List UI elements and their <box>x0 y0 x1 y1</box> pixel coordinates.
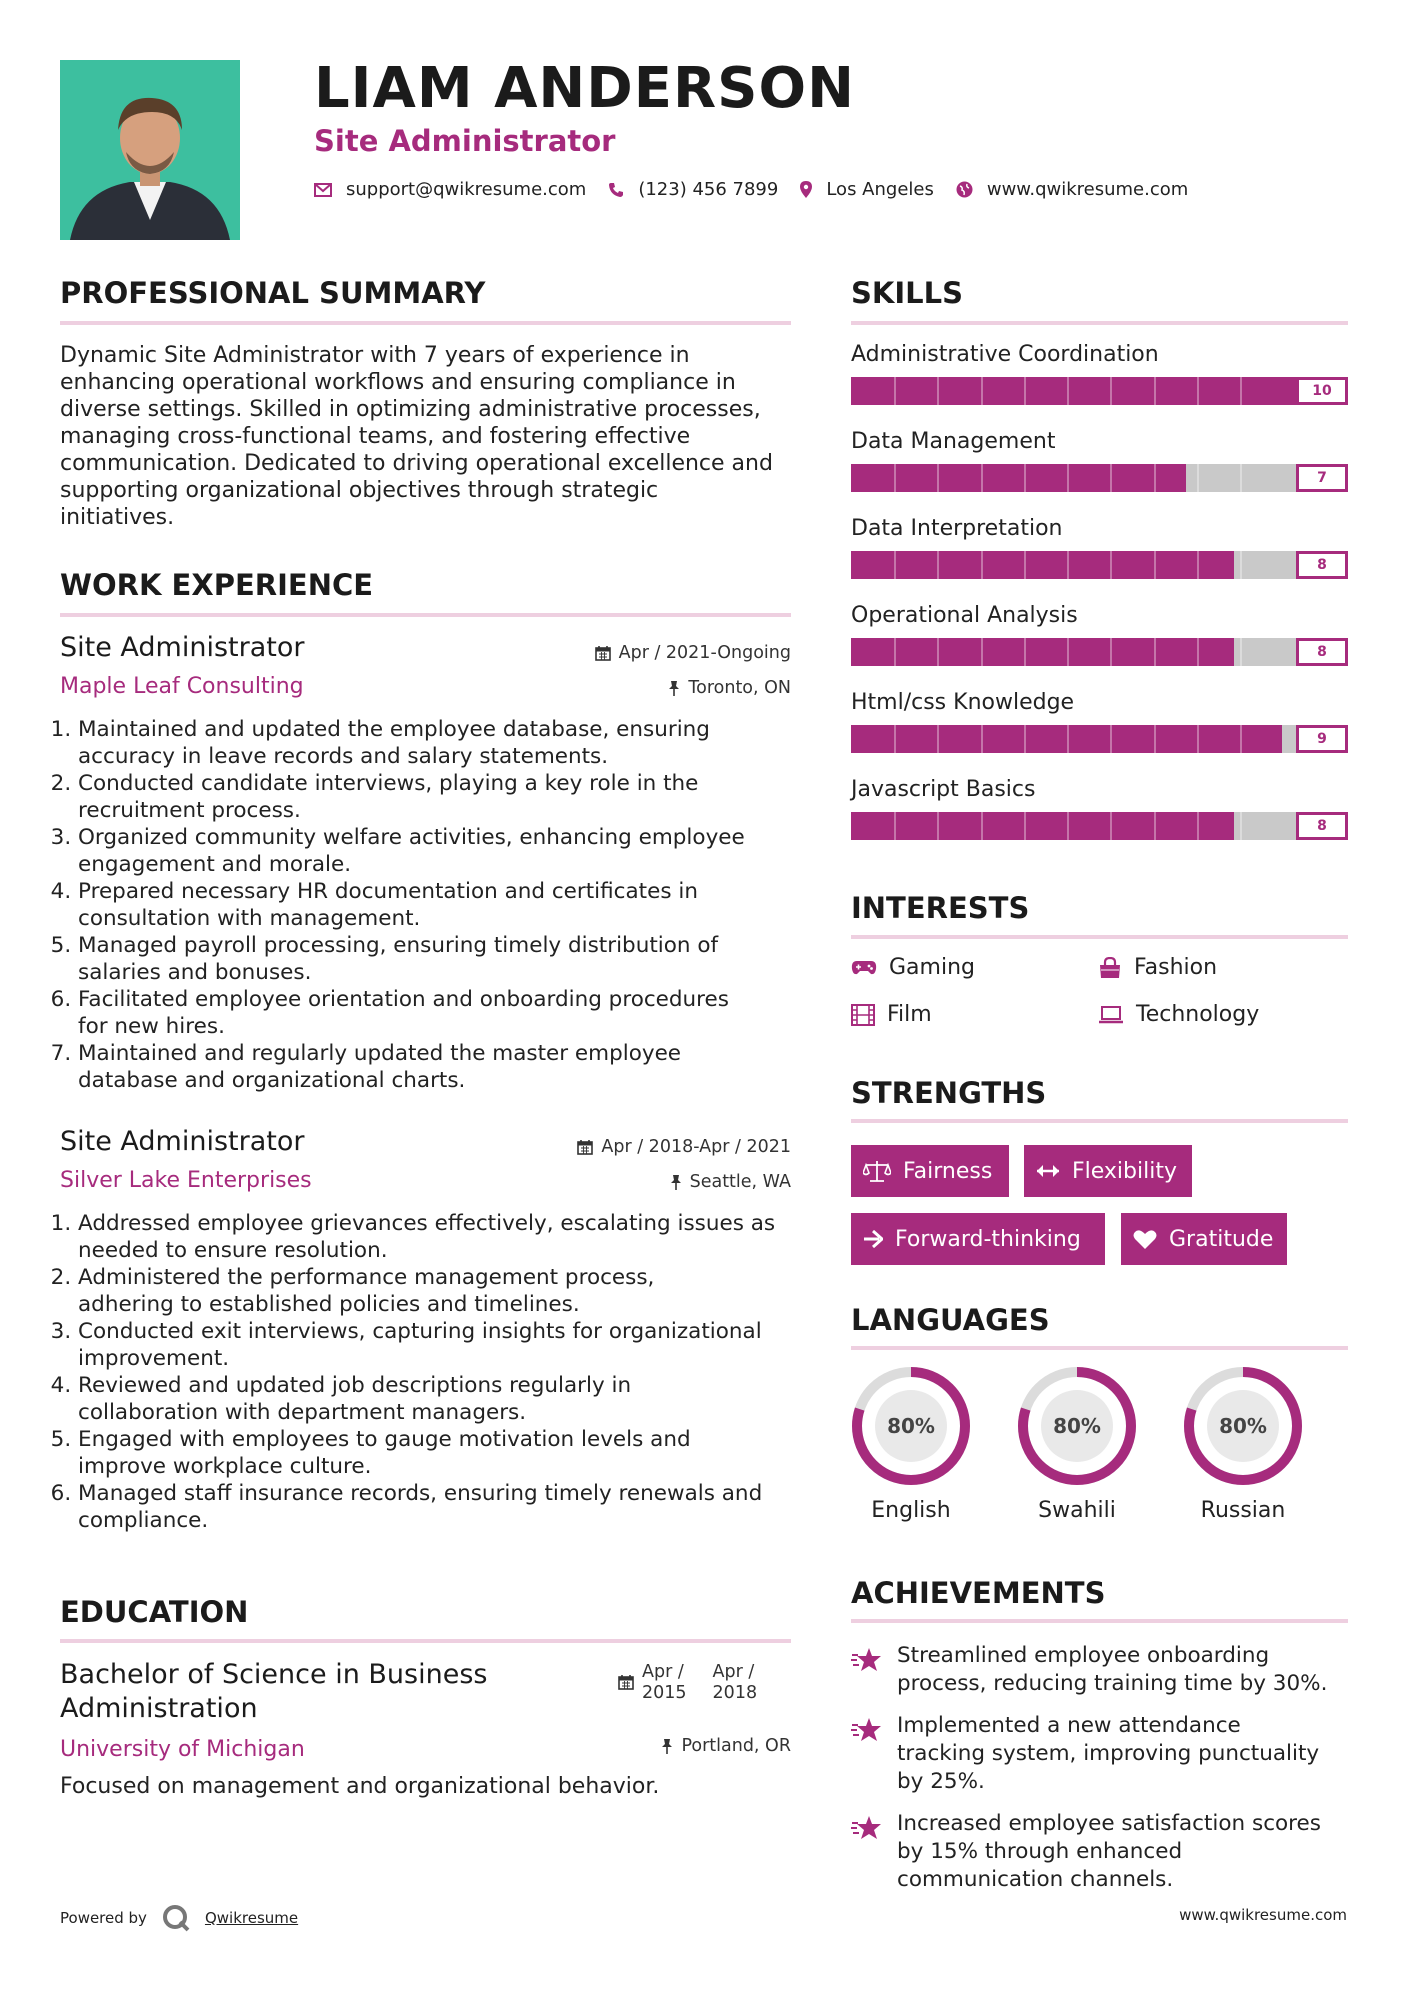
interest-label: Fashion <box>1134 955 1218 980</box>
skill-bar <box>851 812 1348 840</box>
job-dates-text: Apr / 2018-Apr / 2021 <box>601 1137 791 1157</box>
interest-fashion <box>1098 955 1217 980</box>
language-item <box>1017 1366 1137 1523</box>
skill-bar <box>851 377 1348 405</box>
skill-segment <box>1154 377 1156 405</box>
pushpin-icon <box>661 1738 673 1754</box>
candidate-name: LIAM ANDERSON <box>314 56 855 121</box>
calendar-icon <box>595 645 611 661</box>
skill-item <box>851 690 1348 753</box>
summary-line: managing cross-functional teams, and fostering effective <box>60 424 691 449</box>
achievement-text: Streamlined employee onboarding process, reducing training time by 30%. <box>897 1643 1328 1696</box>
skill-bar <box>851 464 1348 492</box>
education-heading: EDUCATION <box>60 1595 249 1629</box>
skill-segment <box>1024 725 1026 753</box>
gamepad-icon <box>851 960 877 976</box>
skill-segment <box>1067 377 1069 405</box>
skill-segment <box>1067 725 1069 753</box>
skill-item <box>851 777 1348 840</box>
phone-text: (123) 456 7899 <box>638 179 779 200</box>
skill-segment <box>1110 377 1112 405</box>
job-bullet: 4. Prepared necessary HR documentation and certificates in consultation with management. <box>78 878 818 932</box>
skill-score: 8 <box>1296 551 1348 579</box>
language-label: Swahili <box>1038 1498 1116 1523</box>
achievement-text: Implemented a new attendance tracking system, improving punctuality by 25%. <box>897 1713 1320 1794</box>
job-bullet: 4. Reviewed and updated job descriptions regularly in collaboration with department managers. <box>78 1372 818 1426</box>
job-bullet: 7. Maintained and regularly updated the master employee database and organizational charts. <box>78 1040 818 1094</box>
skill-segment <box>894 812 896 840</box>
skill-segment <box>1154 638 1156 666</box>
skill-segment <box>1240 812 1242 840</box>
skill-item <box>851 603 1348 666</box>
job-bullets <box>60 716 818 1094</box>
achievements-heading: ACHIEVEMENTS <box>851 1576 1106 1610</box>
job-location-text: Toronto, ON <box>688 678 791 698</box>
summary-line: diverse settings. Skilled in optimizing administrative processes, <box>60 397 761 422</box>
skill-segment <box>1240 638 1242 666</box>
skill-segment <box>1197 464 1199 492</box>
skill-segment <box>1110 551 1112 579</box>
skill-score: 7 <box>1296 464 1348 492</box>
languages-divider <box>851 1346 1348 1350</box>
skill-segment <box>1067 551 1069 579</box>
skill-label: Html/css Knowledge <box>851 690 1075 715</box>
skill-segment <box>937 464 939 492</box>
strength-forward-thinking <box>851 1213 1105 1265</box>
skill-score: 8 <box>1296 638 1348 666</box>
skill-fill <box>851 551 1234 579</box>
calendar-icon <box>577 1139 593 1155</box>
skill-segment <box>1154 464 1156 492</box>
education-start: Apr / 2015 <box>642 1662 687 1703</box>
interest-label: Technology <box>1136 1002 1260 1027</box>
candidate-title: Site Administrator <box>314 124 616 158</box>
languages-row <box>851 1366 1348 1536</box>
strength-fairness <box>851 1145 1009 1197</box>
film-icon <box>851 1004 875 1026</box>
skill-segment <box>1240 377 1242 405</box>
education-divider <box>60 1639 791 1643</box>
skill-segment <box>937 725 939 753</box>
education-end: Apr / 2018 <box>712 1662 758 1703</box>
skill-label: Administrative Coordination <box>851 342 1159 367</box>
profile-photo <box>60 60 240 240</box>
job-bullet: 5. Engaged with employees to gauge motivation levels and improve workplace culture. <box>78 1426 818 1480</box>
star-icon <box>851 1814 883 1842</box>
skill-label: Data Interpretation <box>851 516 1063 541</box>
avatar-illustration <box>60 60 240 240</box>
job-bullets <box>60 1210 818 1534</box>
contact-bar <box>314 179 1210 200</box>
skill-item <box>851 516 1348 579</box>
job-bullet: 6. Managed staff insurance records, ensuring timely renewals and compliance. <box>78 1480 818 1534</box>
degree-line: Administration <box>60 1693 258 1724</box>
skill-segment <box>1110 464 1112 492</box>
interests-heading: INTERESTS <box>851 891 1030 925</box>
job-title: Site Administrator <box>60 632 305 663</box>
skill-segment <box>1067 812 1069 840</box>
phone-icon <box>608 182 624 198</box>
degree-title <box>60 1658 487 1726</box>
skill-segment <box>894 638 896 666</box>
skill-score: 9 <box>1296 725 1348 753</box>
skill-segment <box>894 551 896 579</box>
summary-line: enhancing operational workflows and ensuring compliance in <box>60 370 736 395</box>
contact-location <box>800 179 934 200</box>
experience-divider <box>60 613 791 617</box>
achievement-item <box>851 1712 1348 1796</box>
languages-heading: LANGUAGES <box>851 1303 1050 1337</box>
skill-segment <box>937 638 939 666</box>
job-location <box>670 1172 791 1192</box>
job-bullet: 3. Organized community welfare activities, enhancing employee engagement and morale. <box>78 824 818 878</box>
skill-segment <box>937 377 939 405</box>
skill-segment <box>1197 725 1199 753</box>
skill-segment <box>1240 464 1242 492</box>
skill-score: 10 <box>1296 377 1348 405</box>
strength-gratitude <box>1121 1213 1287 1265</box>
skill-label: Javascript Basics <box>851 777 1036 802</box>
achievement-item <box>851 1810 1348 1894</box>
interest-film <box>851 1002 932 1027</box>
job-bullet: 1. Addressed employee grievances effectively, escalating issues as needed to ensure resolution. <box>78 1210 818 1264</box>
skill-segment <box>981 638 983 666</box>
location-text: Los Angeles <box>826 179 934 200</box>
pushpin-icon <box>670 1174 682 1190</box>
footer-powered-by <box>60 1903 298 1933</box>
skill-segment <box>1154 551 1156 579</box>
job-company: Silver Lake Enterprises <box>60 1168 312 1193</box>
contact-phone[interactable] <box>608 179 778 200</box>
skill-segment <box>1110 812 1112 840</box>
job-bullet: 5. Managed payroll processing, ensuring timely distribution of salaries and bonuses. <box>78 932 818 986</box>
education-school: University of Michigan <box>60 1737 305 1762</box>
skill-fill <box>851 812 1234 840</box>
star-icon <box>851 1646 883 1674</box>
donut-percent-label: 80% <box>1053 1414 1101 1438</box>
language-item <box>851 1366 971 1523</box>
skill-segment <box>937 551 939 579</box>
skill-label: Operational Analysis <box>851 603 1078 628</box>
experience-heading: WORK EXPERIENCE <box>60 568 374 602</box>
skill-segment <box>981 725 983 753</box>
interests-divider <box>851 935 1348 939</box>
job-dates <box>577 1137 791 1157</box>
job-bullet: 2. Conducted candidate interviews, playing a key role in the recruitment process. <box>78 770 818 824</box>
education-description: Focused on management and organizational behavior. <box>60 1774 660 1799</box>
website-text: www.qwikresume.com <box>986 179 1189 200</box>
degree-line: Bachelor of Science in Business <box>60 1659 488 1690</box>
laptop-icon <box>1098 1006 1124 1024</box>
language-label: Russian <box>1200 1498 1286 1523</box>
summary-heading: PROFESSIONAL SUMMARY <box>60 276 486 310</box>
star-icon <box>851 1716 883 1744</box>
skill-bar <box>851 725 1348 753</box>
calendar-icon <box>618 1674 634 1690</box>
skill-segment <box>1110 638 1112 666</box>
contact-website[interactable] <box>956 179 1188 200</box>
summary-divider <box>60 321 791 325</box>
skill-segment <box>1197 551 1199 579</box>
strength-label: Forward-thinking <box>895 1226 1081 1252</box>
language-item <box>1183 1366 1303 1523</box>
achievements-divider <box>851 1619 1348 1623</box>
arrows-horizontal-icon <box>1036 1164 1060 1178</box>
summary-text <box>60 342 800 531</box>
skill-item <box>851 429 1348 492</box>
education-location <box>661 1736 791 1756</box>
strengths-heading: STRENGTHS <box>851 1076 1047 1110</box>
interest-technology <box>1098 1002 1259 1027</box>
skill-segment <box>981 551 983 579</box>
skill-segment <box>1197 638 1199 666</box>
summary-line: supporting organizational objectives through strategic <box>60 478 659 503</box>
skills-heading: SKILLS <box>851 276 963 310</box>
job-title: Site Administrator <box>60 1126 305 1157</box>
education-location-text: Portland, OR <box>681 1736 791 1756</box>
powered-by-text: Powered by <box>60 1909 147 1927</box>
donut-percent-label: 80% <box>1219 1414 1267 1438</box>
skill-segment <box>1197 812 1199 840</box>
achievement-text: Increased employee satisfaction scores by 15% through enhanced communication channels. <box>897 1811 1321 1892</box>
heart-icon <box>1133 1229 1157 1249</box>
language-donut <box>1183 1366 1303 1486</box>
skill-fill <box>851 464 1186 492</box>
interest-gaming <box>851 955 975 980</box>
skill-bar <box>851 638 1348 666</box>
summary-line: Dynamic Site Administrator with 7 years of experience in <box>60 343 690 368</box>
job-bullet: 6. Facilitated employee orientation and onboarding procedures for new hires. <box>78 986 818 1040</box>
interest-label: Film <box>887 1002 932 1027</box>
skill-segment <box>1110 725 1112 753</box>
strengths-divider <box>851 1119 1348 1123</box>
skill-segment <box>1240 551 1242 579</box>
skill-segment <box>1067 464 1069 492</box>
map-pin-icon <box>800 181 812 198</box>
skill-segment <box>1154 725 1156 753</box>
achievement-item <box>851 1642 1348 1698</box>
summary-line: initiatives. <box>60 505 175 530</box>
skill-segment <box>894 725 896 753</box>
skill-segment <box>1024 812 1026 840</box>
qwikresume-logo-icon <box>161 1903 191 1933</box>
brand-link[interactable]: Qwikresume <box>204 1909 299 1927</box>
strength-label: Gratitude <box>1169 1226 1274 1252</box>
email-text: support@qwikresume.com <box>346 179 587 200</box>
interest-label: Gaming <box>889 955 975 980</box>
strength-label: Fairness <box>903 1158 993 1184</box>
skill-segment <box>1024 638 1026 666</box>
job-company: Maple Leaf Consulting <box>60 674 304 699</box>
skill-segment <box>1240 725 1242 753</box>
job-bullet: 2. Administered the performance management process, adhering to established policies and timelines. <box>78 1264 818 1318</box>
language-donut <box>851 1366 971 1486</box>
envelope-icon <box>314 183 332 197</box>
summary-line: communication. Dedicated to driving operational excellence and <box>60 451 773 476</box>
skill-bar <box>851 551 1348 579</box>
education-dates <box>618 1662 757 1704</box>
skill-fill <box>851 377 1348 405</box>
job-bullet: 3. Conducted exit interviews, capturing insights for organizational improvement. <box>78 1318 818 1372</box>
job-bullet: 1. Maintained and updated the employee database, ensuring accuracy in leave records and salary statements. <box>78 716 818 770</box>
footer-site[interactable]: www.qwikresume.com <box>1179 1906 1347 1924</box>
skill-segment <box>1197 377 1199 405</box>
skill-fill <box>851 638 1234 666</box>
skill-label: Data Management <box>851 429 1056 454</box>
skill-segment <box>1024 377 1026 405</box>
arrow-right-icon <box>863 1230 883 1248</box>
skill-segment <box>981 464 983 492</box>
scale-icon <box>863 1160 891 1182</box>
globe-icon <box>956 181 973 198</box>
skill-segment <box>1067 638 1069 666</box>
pushpin-icon <box>668 680 680 696</box>
job-dates-text: Apr / 2021-Ongoing <box>618 643 791 663</box>
skill-score: 8 <box>1296 812 1348 840</box>
strength-flexibility <box>1024 1145 1192 1197</box>
skill-segment <box>1024 551 1026 579</box>
job-dates <box>595 643 791 663</box>
skill-segment <box>981 812 983 840</box>
language-label: English <box>871 1498 951 1523</box>
skill-segment <box>1154 812 1156 840</box>
skill-segment <box>937 812 939 840</box>
skills-divider <box>851 321 1348 325</box>
skill-segment <box>1024 464 1026 492</box>
job-location <box>668 678 791 698</box>
contact-email[interactable] <box>314 179 586 200</box>
job-location-text: Seattle, WA <box>689 1172 791 1192</box>
skill-item <box>851 342 1348 405</box>
skill-segment <box>894 377 896 405</box>
bag-icon <box>1098 957 1122 979</box>
strength-label: Flexibility <box>1072 1158 1177 1184</box>
skill-segment <box>981 377 983 405</box>
skill-segment <box>894 464 896 492</box>
language-donut <box>1017 1366 1137 1486</box>
donut-percent-label: 80% <box>887 1414 935 1438</box>
